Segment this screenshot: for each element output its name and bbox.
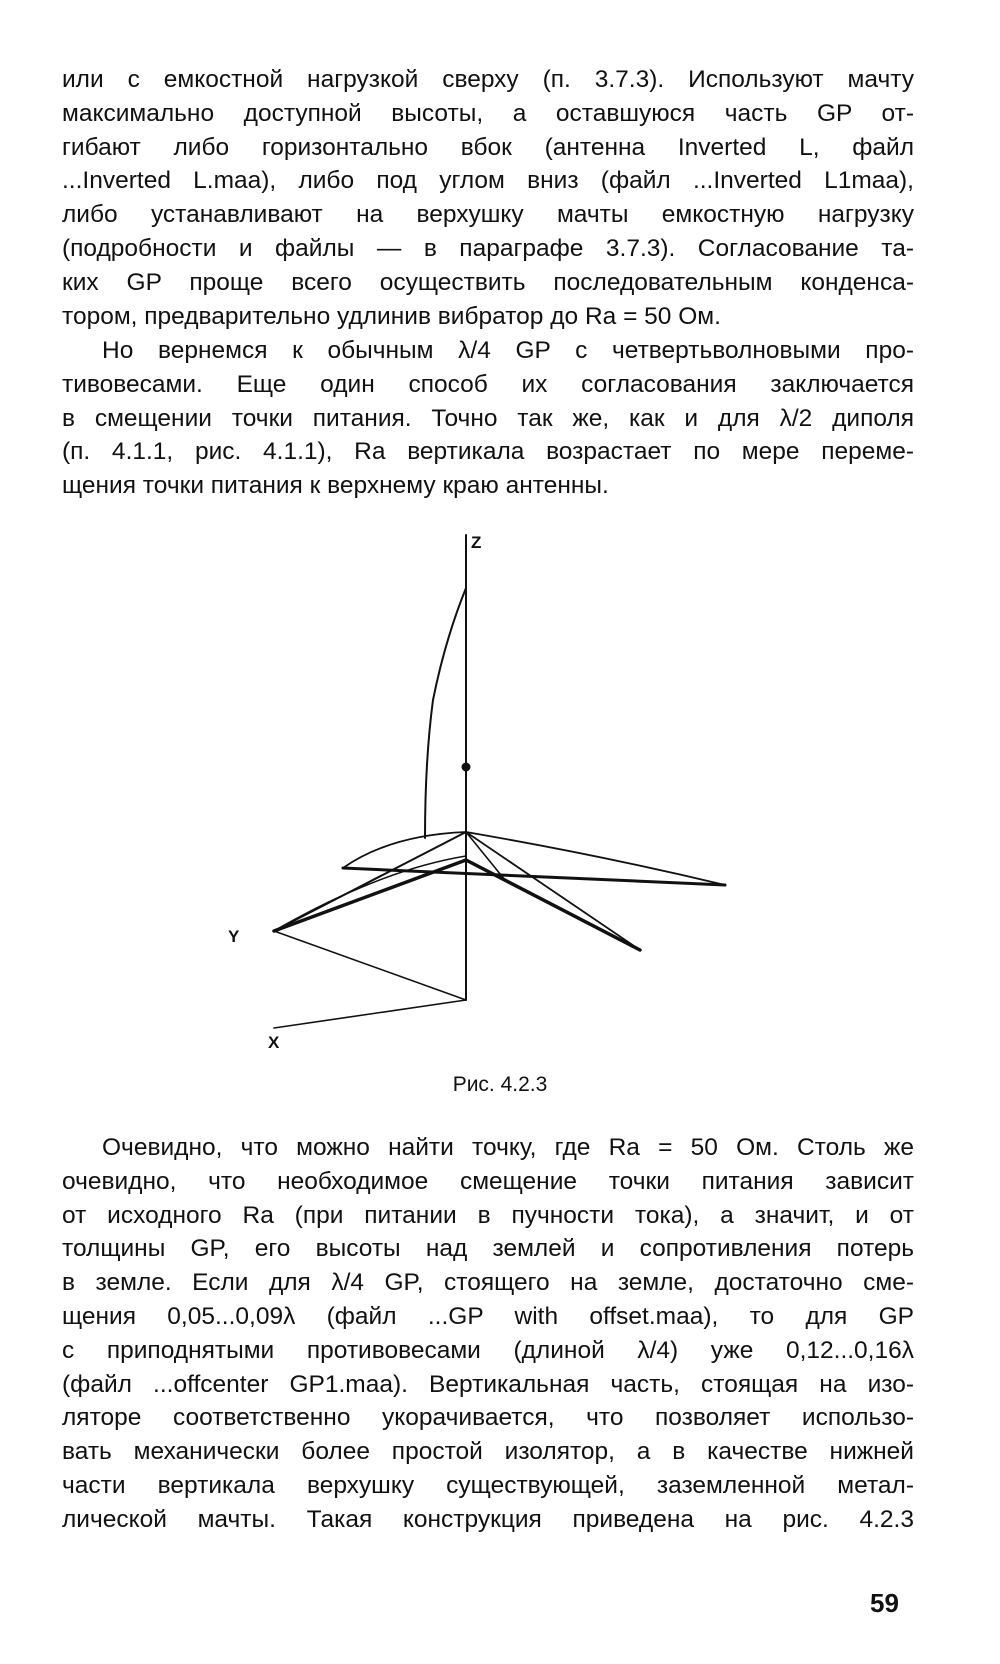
text-line: щения 0,05...0,09λ (файл ...GP with offset.maa), то для GP	[62, 1302, 914, 1330]
paragraph-3	[62, 1131, 914, 1537]
text-line: ких GP проще всего осуществить последовательным конденса-	[62, 268, 914, 296]
text-line: лической мачты. Такая конструкция приведена на рис. 4.2.3	[62, 1505, 914, 1533]
feed-point-marker	[462, 763, 470, 771]
text-line: тивовесами. Еще один способ их согласования заключается	[62, 370, 914, 398]
paragraph-2	[62, 334, 914, 503]
text-line: (п. 4.1.1, рис. 4.1.1), Ra вертикала возрастает по мере переме-	[62, 438, 914, 466]
figure-caption: Рис. 4.2.3	[452, 1073, 548, 1096]
text-line: ...Inverted L.maa), либо под углом вниз (файл ...Inverted L1maa),	[62, 167, 914, 195]
bent-radiator-wire	[425, 588, 466, 838]
paragraph-1	[62, 63, 914, 333]
text-line: максимально доступной высоты, а оставшуюся часть GP от-	[62, 99, 914, 127]
text-line: Очевидно, что можно найти точку, где Ra = 50 Ом. Столь же	[102, 1134, 914, 1161]
text-line: от исходного Ra (при питании в пучности тока), а значит, и от	[62, 1201, 914, 1229]
x-axis-line	[274, 1000, 466, 1028]
text-line: щения точки питания к верхнему краю антенны.	[62, 472, 609, 500]
text-line: ляторе соответственно укорачивается, что позволяет использо-	[62, 1404, 914, 1432]
text-line: в смещении точки питания. Точно так же, как и для λ/2 диполя	[62, 404, 914, 432]
counterpoise-wire-5	[466, 860, 640, 950]
counterpoise-wire-4	[466, 832, 640, 950]
axis-label-y: Y	[228, 927, 240, 946]
axis-label-x: X	[268, 1033, 280, 1052]
text-line: (файл ...offcenter GP1.maa). Вертикальная часть, стоящая на изо-	[62, 1370, 914, 1398]
text-line: либо устанавливают на верхушку мачты емкостную нагрузку	[62, 201, 914, 229]
text-line: части вертикала верхушку существующей, заземленной метал-	[62, 1471, 914, 1499]
text-line: (подробности и файлы — в параграфе 3.7.3). Согласование та-	[62, 234, 914, 262]
y-axis-line	[274, 931, 466, 1000]
text-line: очевидно, что необходимое смещение точки питания зависит	[62, 1167, 914, 1195]
axis-label-z: Z	[471, 533, 482, 552]
text-line: тором, предварительно удлинив вибратор до Ra = 50 Ом.	[62, 302, 721, 330]
antenna-figure	[200, 520, 760, 1060]
text-line: гибают либо горизонтально вбок (антенна Inverted L, файл	[62, 133, 914, 161]
text-line: толщины GP, его высоты над землей и сопротивления потерь	[62, 1235, 914, 1263]
text-line: в земле. Если для λ/4 GP, стоящего на земле, достаточно сме-	[62, 1269, 914, 1297]
text-line: Но вернемся к обычным λ/4 GP с четвертьволновыми про-	[102, 337, 914, 364]
page-number: 59	[870, 1588, 899, 1618]
text-line: вать механически более простой изолятор, а в качестве нижней	[62, 1438, 914, 1466]
counterpoise-wire-2	[274, 832, 466, 931]
text-line: или с емкостной нагрузкой сверху (п. 3.7.3). Используют мачту	[62, 66, 914, 93]
text-line: с приподнятыми противовесами (длиной λ/4) уже 0,12...0,16λ	[62, 1336, 914, 1364]
